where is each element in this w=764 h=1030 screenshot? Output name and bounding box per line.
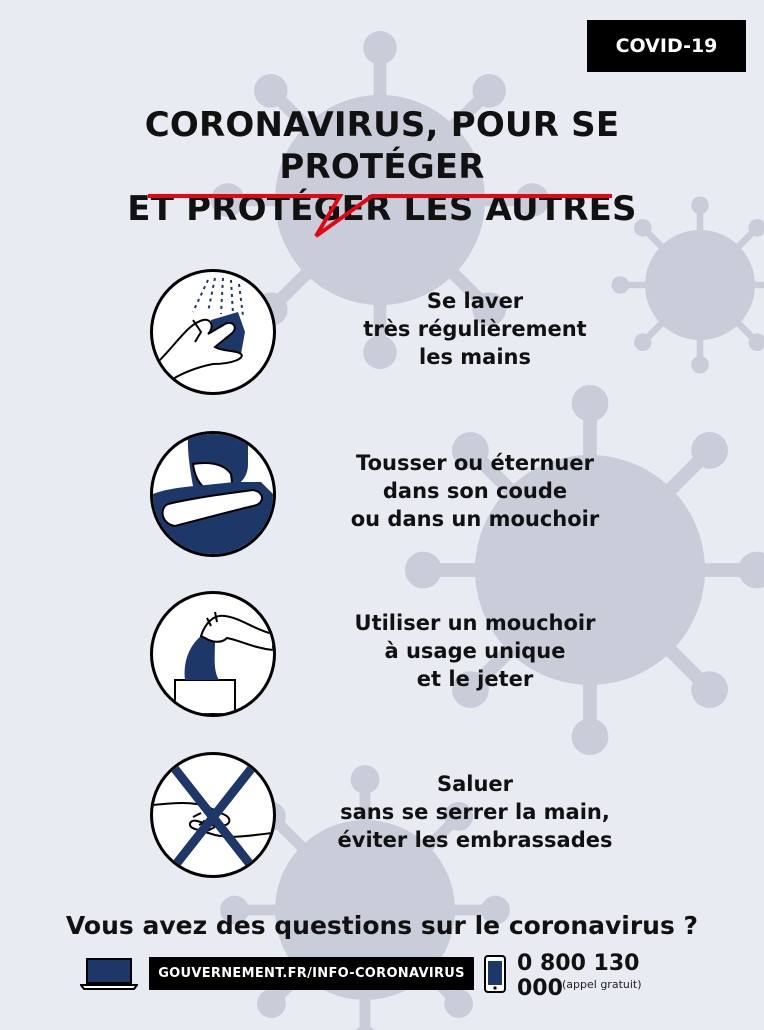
no-handshake-icon <box>150 752 276 878</box>
hand-washing-icon <box>150 269 276 395</box>
advice-line: Tousser ou éternuer <box>356 451 594 475</box>
title-line-2: ET PROTÉGER LES AUTRES <box>127 189 637 229</box>
advice-line: Se laver <box>426 289 524 313</box>
advice-text <box>300 591 650 711</box>
advice-text <box>300 269 650 389</box>
advice-line: à usage unique <box>384 639 566 663</box>
advice-item-no-handshake <box>0 752 764 882</box>
cough-elbow-icon <box>150 431 276 557</box>
tissue-icon <box>150 591 276 717</box>
phone-icon <box>484 955 506 993</box>
advice-text <box>300 752 650 872</box>
advice-line: et le jeter <box>416 667 534 691</box>
advice-item-cough-elbow <box>0 431 764 561</box>
footer-question: Vous avez des questions sur le coronavirus ? <box>65 911 699 940</box>
advice-line: Utiliser un mouchoir <box>354 611 596 635</box>
covid-19-badge: COVID-19 <box>587 20 746 72</box>
advice-line: Saluer <box>436 772 514 796</box>
advice-item-tissue <box>0 591 764 721</box>
laptop-icon <box>80 958 138 990</box>
advice-line: ou dans un mouchoir <box>350 507 600 531</box>
advice-line: dans son coude <box>382 479 568 503</box>
advice-text <box>300 431 650 551</box>
advice-item-wash-hands <box>0 269 764 399</box>
advice-line: très régulièrement <box>363 317 587 341</box>
website-link[interactable]: GOUVERNEMENT.FR/INFO-CORONAVIRUS <box>149 957 474 990</box>
advice-line: éviter les embrassades <box>337 828 613 852</box>
advice-line: les mains <box>419 345 531 369</box>
speech-underline-icon <box>140 188 620 240</box>
footer-contact <box>0 948 764 1008</box>
phone-note: (appel gratuit) <box>562 978 642 991</box>
phone-number[interactable]: 0 800 130 000 <box>517 951 640 1001</box>
advice-line: sans se serrer la main, <box>340 800 610 824</box>
title-line-1: CORONAVIRUS, POUR SE PROTÉGER <box>144 105 620 187</box>
